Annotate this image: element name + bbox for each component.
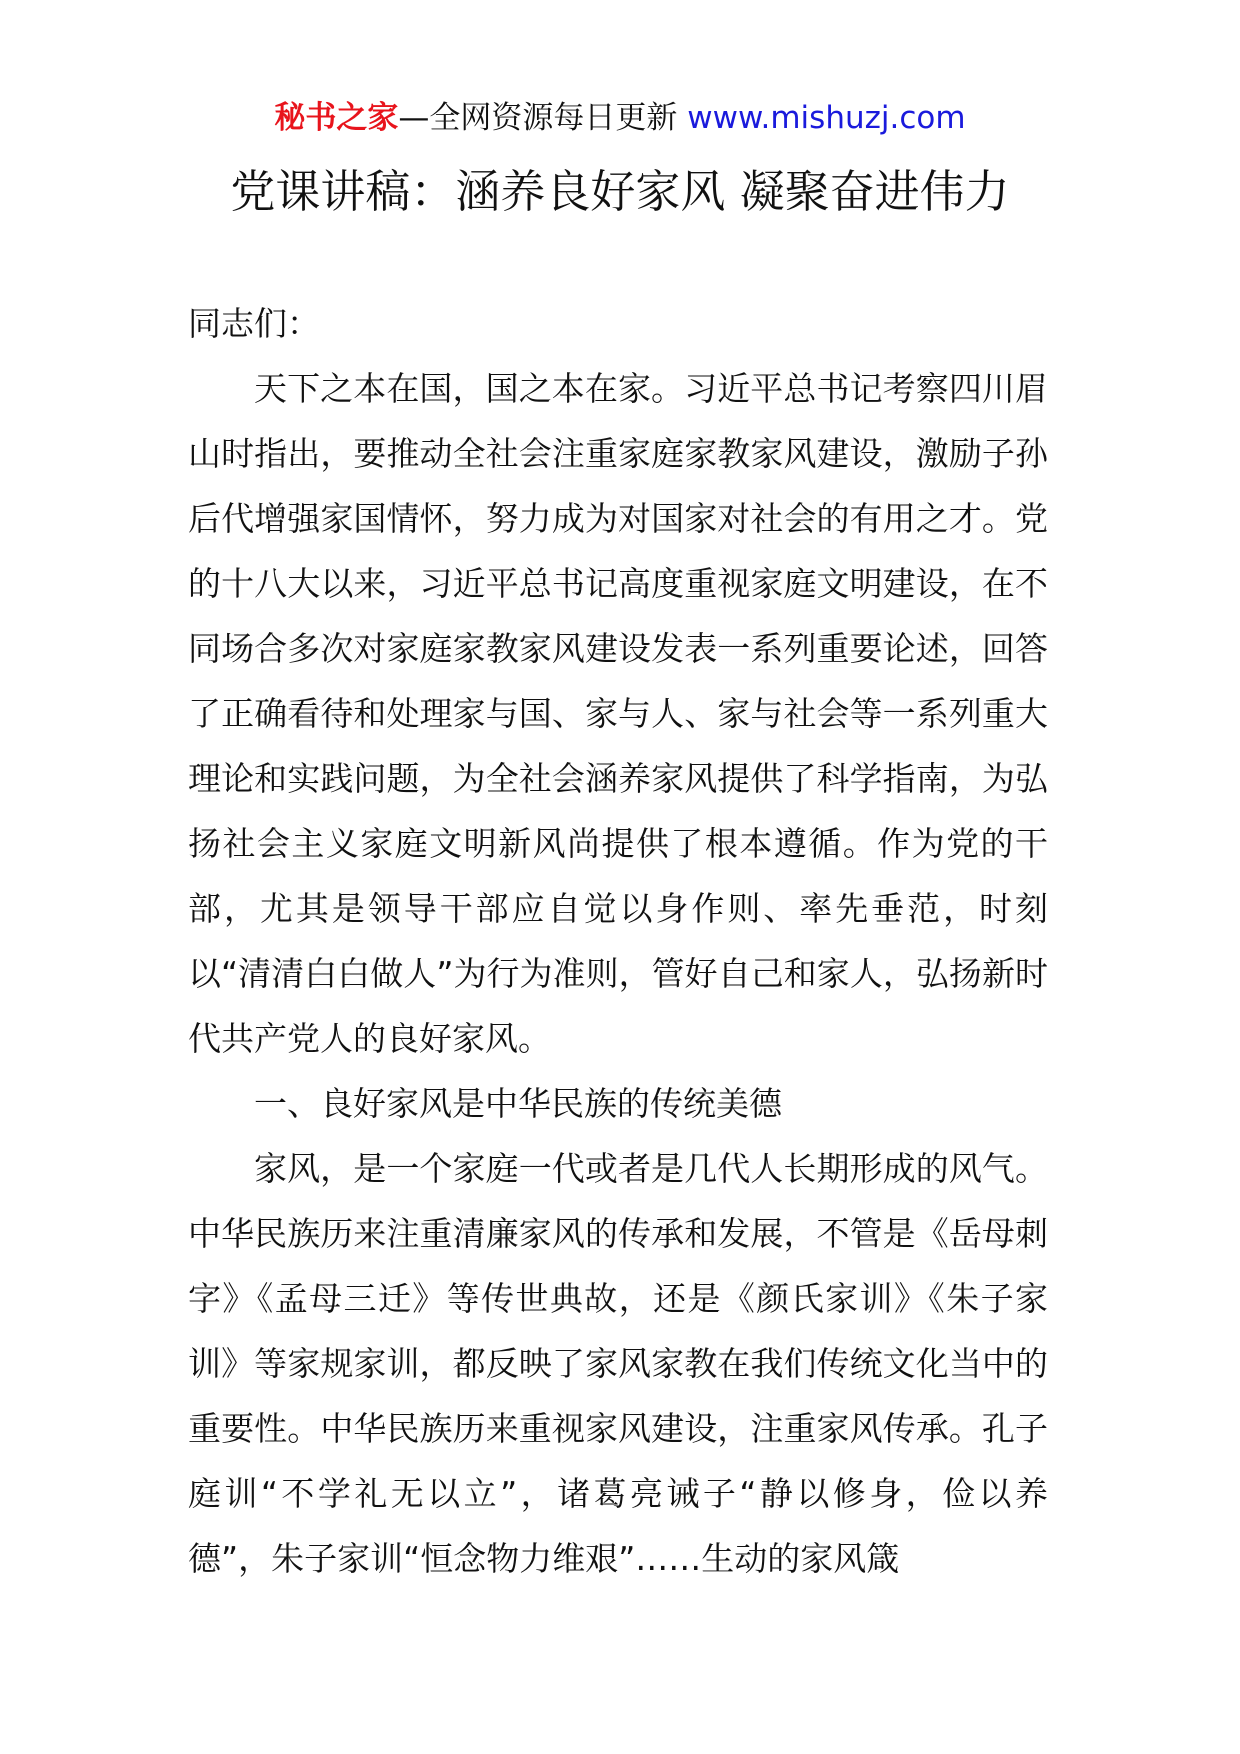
paragraph-intro: 天下之本在国，国之本在家。习近平总书记考察四川眉山时指出，要推动全社会注重家庭家教家风建设，激励子孙后代增强家国情怀，努力成为对国家对社会的有用之才。党的十八大以来，习近平总书记高度重视家庭文明建设，在不同场合多次对家庭家教家风建设发表一系列重要论述，回答了正确看待和处理家与国、家与人、家与社会等一系列重大理论和实践问题，为全社会涵养家风提供了科学指南，为弘扬社会主义家庭文明新风尚提供了根本遵循。作为党的干部，尤其是领导干部应自觉以身作则、率先垂范，时刻以“清清白白做人”为行为准则，管好自己和家人，弘扬新时代共产党人的良好家风。 — [188, 369, 1048, 1058]
site-header — [0, 98, 1240, 138]
site-brand: 秘书之家 — [274, 100, 399, 136]
section-heading-1: 一、良好家风是中华民族的传统美德 — [254, 1084, 782, 1123]
document-body — [188, 291, 1048, 1591]
site-tagline: —全网资源每日更新 — [398, 100, 678, 136]
site-url-link[interactable]: www.mishuzj.com — [687, 100, 966, 136]
document-title: 党课讲稿：涵养良好家风 凝聚奋进伟力 — [230, 165, 1010, 218]
paragraph-family-tradition: 家风，是一个家庭一代或者是几代人长期形成的风气。中华民族历来注重清廉家风的传承和发展，不管是《岳母刺字》《孟母三迁》等传世典故，还是《颜氏家训》《朱子家训》等家规家训，都反映了家风家教在我们传统文化当中的重要性。中华民族历来重视家风建设，注重家风传承。孔子庭训“不学礼无以立”，诸葛亮诫子“静以修身，俭以养德”，朱子家训“恒念物力维艰”……生动的家风箴 — [188, 1149, 1048, 1578]
salutation: 同志们： — [188, 304, 320, 343]
